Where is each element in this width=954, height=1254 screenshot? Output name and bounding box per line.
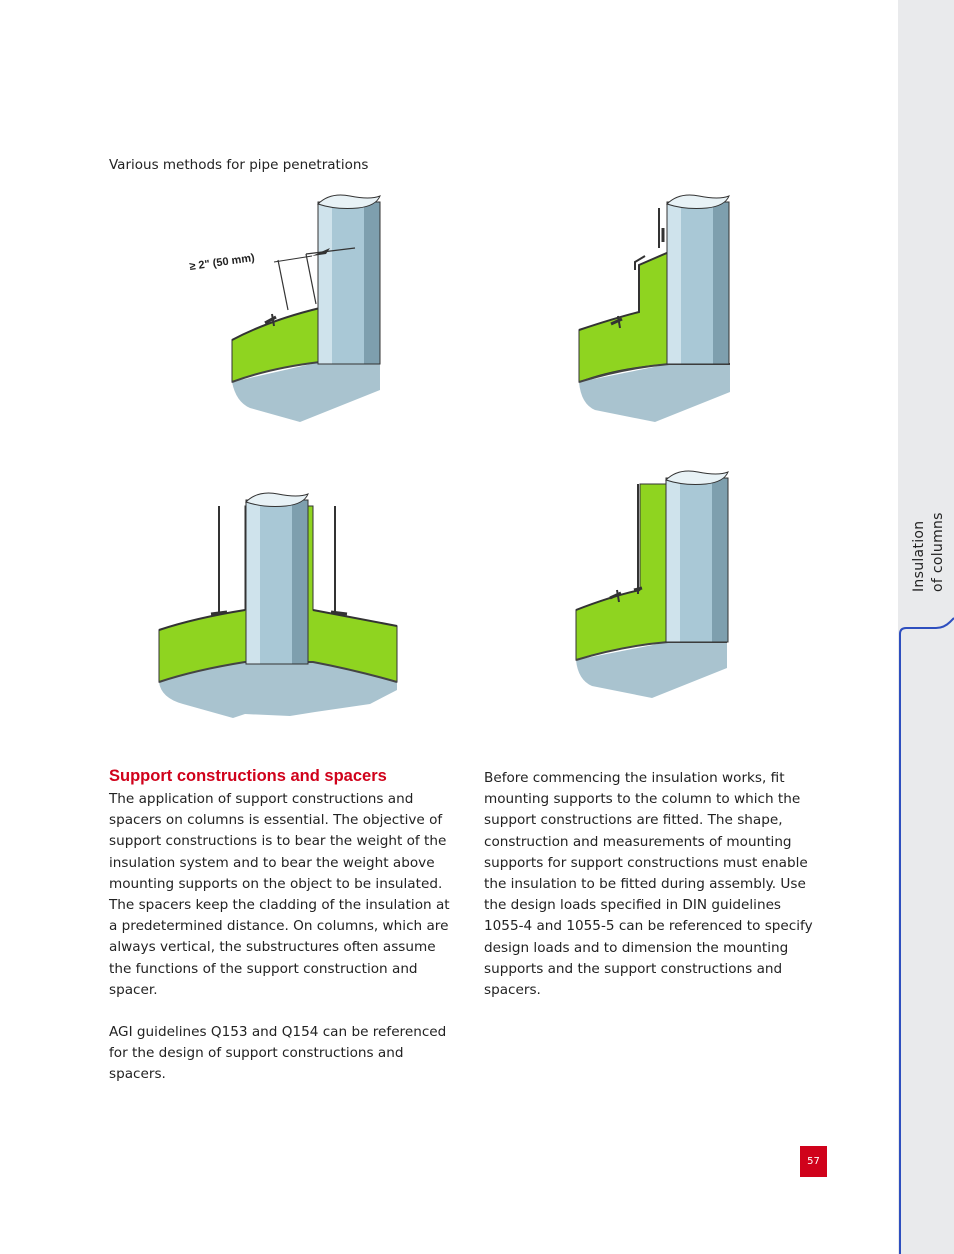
sidebar-tab	[896, 0, 954, 1254]
left-paragraph-2: AGI guidelines Q153 and Q154 can be referenced for the design of support constructions and spacers.	[109, 1024, 447, 1083]
section-heading: Support constructions and spacers	[109, 767, 387, 785]
pipe-penetration-diagram-2	[575, 190, 740, 430]
figure-caption: Various methods for pipe penetrations	[109, 157, 369, 173]
sidebar-section-label	[905, 510, 949, 590]
right-paragraph: Before commencing the insulation works, fit mounting supports to the column to which the support constructions are fitted. The shape, construction and measurements of mounting supports for support constructions must enable the insulation to be fitted during assembly. Use the design loads specified in DIN guidelines 1055-4 and 1055-5 can be referenced to specify design loads and to dimension the mounting supports and the support constructions and spacers.	[484, 770, 813, 999]
sidebar-label-line1: Insulation	[911, 520, 927, 592]
page-number: 57	[800, 1146, 827, 1177]
pipe-penetration-diagram-3	[155, 490, 405, 725]
sidebar-label-line2: of columns	[930, 512, 946, 592]
pipe-penetration-diagram-4	[572, 470, 737, 705]
dimension-label: ≥ 2" (50 mm)	[188, 251, 256, 273]
left-paragraph-1: The application of support constructions and spacers on columns is essential. The objective of support constructions is to bear the weight of the insulation system and to bear the weight above mounting supports on the object to be insulated. The spacers keep the cladding of the insulation at a predetermined distance. On columns, which are always vertical, the substructures often assume the functions of the support construction and spacer.	[109, 791, 450, 998]
pipe-penetration-diagram-1	[180, 190, 400, 430]
